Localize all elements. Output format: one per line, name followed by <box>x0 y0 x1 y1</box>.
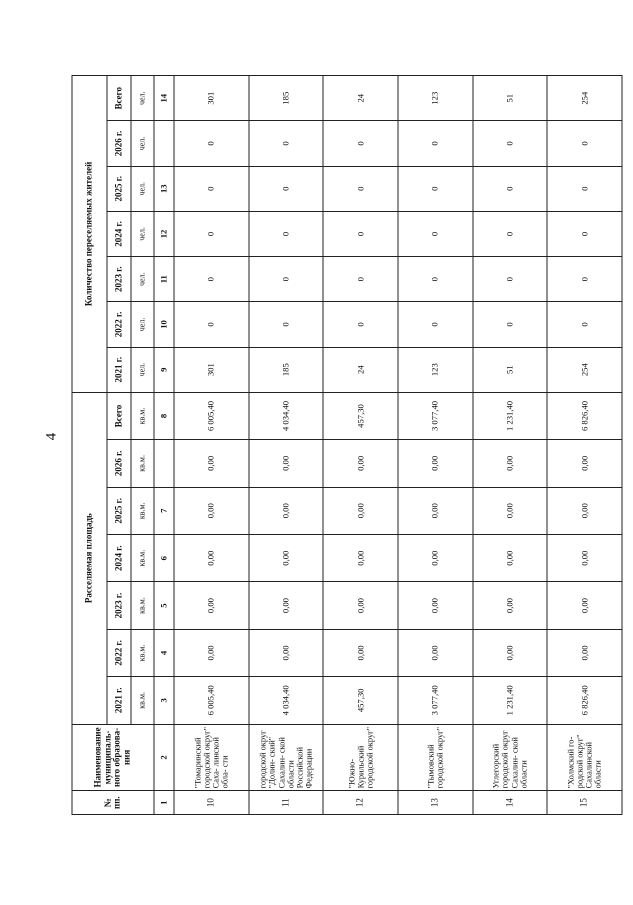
area-year-header: Всего <box>107 392 132 439</box>
area-value: 0,00 <box>249 582 324 629</box>
area-value: 0,00 <box>398 487 473 534</box>
area-value: 0,00 <box>174 487 249 534</box>
table-row <box>249 76 324 815</box>
area-value: 0,00 <box>398 534 473 581</box>
people-value: 185 <box>249 76 324 121</box>
people-value: 24 <box>323 76 398 121</box>
people-value: 185 <box>249 347 324 392</box>
area-value: 0,00 <box>249 487 324 534</box>
row-number: 11 <box>249 791 324 815</box>
area-value: 0,00 <box>323 440 398 487</box>
row-number: 14 <box>473 791 548 815</box>
column-number: 11 <box>154 257 174 302</box>
municipality-name: городской округ "Долин- ский" Сахалин- ской области Российской Федерации <box>249 724 324 791</box>
area-value: 0,00 <box>473 629 548 676</box>
people-value: 51 <box>473 347 548 392</box>
people-value: 0 <box>473 257 548 302</box>
people-value: 0 <box>547 302 622 347</box>
people-value: 0 <box>174 211 249 256</box>
area-value: 457,30 <box>323 392 398 439</box>
column-number: 1 <box>154 791 174 815</box>
area-value: 0,00 <box>547 534 622 581</box>
people-value: 0 <box>547 257 622 302</box>
column-number: 6 <box>154 534 174 581</box>
area-value: 0,00 <box>323 487 398 534</box>
people-year-header: 2025 г. <box>107 166 132 211</box>
people-value: 24 <box>323 347 398 392</box>
people-value: 254 <box>547 76 622 121</box>
people-value: 254 <box>547 347 622 392</box>
column-number: 12 <box>154 211 174 256</box>
table-row <box>174 76 249 815</box>
people-value: 0 <box>398 166 473 211</box>
people-unit-header: чел. <box>131 257 153 302</box>
people-value: 0 <box>547 121 622 166</box>
area-value: 0,00 <box>473 582 548 629</box>
area-value: 0,00 <box>547 582 622 629</box>
header-num: № пп. <box>72 791 154 815</box>
people-year-header: 2021 г. <box>107 347 132 392</box>
area-value: 0,00 <box>473 440 548 487</box>
people-unit-header: чел. <box>131 76 153 121</box>
people-value: 0 <box>323 257 398 302</box>
area-year-header: 2022 г. <box>107 629 132 676</box>
column-number <box>154 440 174 487</box>
people-year-header: 2022 г. <box>107 302 132 347</box>
area-value: 0,00 <box>249 629 324 676</box>
area-value: 6 005,40 <box>174 392 249 439</box>
people-value: 0 <box>473 121 548 166</box>
people-unit-header: чел. <box>131 347 153 392</box>
row-number: 10 <box>174 791 249 815</box>
people-unit-header: чел. <box>131 166 153 211</box>
municipality-name: "Южно- Курильский городской округ" <box>323 724 398 791</box>
area-value: 6 826,40 <box>547 677 622 724</box>
municipality-name: Углегорский городской округ Сахалин- ской области <box>473 724 548 791</box>
column-number: 3 <box>154 677 174 724</box>
people-value: 0 <box>398 302 473 347</box>
people-year-header: 2024 г. <box>107 211 132 256</box>
column-number: 13 <box>154 166 174 211</box>
municipality-name: "Холмский го- родской округ" Сахалинской области <box>547 724 622 791</box>
column-number: 14 <box>154 76 174 121</box>
header-area-group: Расселяемая площадь <box>72 392 107 724</box>
people-value: 0 <box>323 166 398 211</box>
area-unit-header: кв.м. <box>131 629 153 676</box>
header-people-group: Количество переселяемых жителей <box>72 76 107 393</box>
row-number: 12 <box>323 791 398 815</box>
people-value: 0 <box>249 211 324 256</box>
area-value: 0,00 <box>174 440 249 487</box>
people-value: 0 <box>547 211 622 256</box>
area-value: 0,00 <box>398 582 473 629</box>
area-value: 0,00 <box>249 534 324 581</box>
people-value: 0 <box>323 121 398 166</box>
area-value: 0,00 <box>547 440 622 487</box>
area-value: 3 077,40 <box>398 677 473 724</box>
row-number: 13 <box>398 791 473 815</box>
area-value: 1 231,40 <box>473 392 548 439</box>
column-number <box>154 121 174 166</box>
column-number: 7 <box>154 487 174 534</box>
column-number: 10 <box>154 302 174 347</box>
resettlement-table-container <box>72 75 623 815</box>
people-value: 0 <box>398 257 473 302</box>
area-year-header: 2021 г. <box>107 677 132 724</box>
area-unit-header: кв.м. <box>131 677 153 724</box>
column-number: 9 <box>154 347 174 392</box>
people-value: 0 <box>323 211 398 256</box>
people-value: 0 <box>323 302 398 347</box>
people-year-header: 2023 г. <box>107 257 132 302</box>
area-unit-header: кв.м. <box>131 487 153 534</box>
area-value: 0,00 <box>398 440 473 487</box>
people-value: 0 <box>473 302 548 347</box>
area-value: 6 005,40 <box>174 677 249 724</box>
people-value: 0 <box>174 257 249 302</box>
page-number: 4 <box>43 432 60 441</box>
people-unit-header: чел. <box>131 302 153 347</box>
people-value: 0 <box>473 211 548 256</box>
people-value: 0 <box>249 121 324 166</box>
column-number: 4 <box>154 629 174 676</box>
area-value: 0,00 <box>473 534 548 581</box>
area-value: 0,00 <box>547 629 622 676</box>
people-value: 0 <box>174 302 249 347</box>
people-value: 0 <box>249 257 324 302</box>
people-value: 0 <box>174 166 249 211</box>
area-year-header: 2023 г. <box>107 582 132 629</box>
people-unit-header: чел. <box>131 121 153 166</box>
people-value: 0 <box>473 166 548 211</box>
area-value: 0,00 <box>323 629 398 676</box>
area-value: 6 826,40 <box>547 392 622 439</box>
area-value: 0,00 <box>398 629 473 676</box>
area-year-header: 2025 г. <box>107 487 132 534</box>
table-row <box>473 76 548 815</box>
area-value: 3 077,40 <box>398 392 473 439</box>
people-value: 301 <box>174 76 249 121</box>
area-value: 0,00 <box>174 534 249 581</box>
area-unit-header: кв.м. <box>131 392 153 439</box>
people-value: 0 <box>249 302 324 347</box>
area-value: 0,00 <box>547 487 622 534</box>
area-value: 4 034,40 <box>249 677 324 724</box>
people-value: 0 <box>398 211 473 256</box>
area-year-header: 2024 г. <box>107 534 132 581</box>
area-value: 457,30 <box>323 677 398 724</box>
people-value: 123 <box>398 347 473 392</box>
people-value: 51 <box>473 76 548 121</box>
table-row <box>323 76 398 815</box>
area-value: 0,00 <box>323 582 398 629</box>
area-value: 0,00 <box>174 629 249 676</box>
header-name: Наименование муниципаль- ного образова- ния <box>72 724 154 791</box>
table-row <box>547 76 622 815</box>
people-value: 0 <box>398 121 473 166</box>
people-value: 301 <box>174 347 249 392</box>
area-unit-header: кв.м. <box>131 582 153 629</box>
people-value: 123 <box>398 76 473 121</box>
people-value: 0 <box>547 166 622 211</box>
column-number: 5 <box>154 582 174 629</box>
area-year-header: 2026 г. <box>107 440 132 487</box>
people-year-header: 2026 г. <box>107 121 132 166</box>
area-value: 0,00 <box>249 440 324 487</box>
area-value: 0,00 <box>323 534 398 581</box>
people-year-header: Всего <box>107 76 132 121</box>
area-unit-header: кв.м. <box>131 440 153 487</box>
people-value: 0 <box>249 166 324 211</box>
column-number: 8 <box>154 392 174 439</box>
area-value: 0,00 <box>174 582 249 629</box>
row-number: 15 <box>547 791 622 815</box>
area-value: 0,00 <box>473 487 548 534</box>
resettlement-table <box>72 75 623 815</box>
people-unit-header: чел. <box>131 211 153 256</box>
people-value: 0 <box>174 121 249 166</box>
table-row <box>398 76 473 815</box>
municipality-name: "Тымовский городской округ" <box>398 724 473 791</box>
column-number: 2 <box>154 724 174 791</box>
area-value: 4 034,40 <box>249 392 324 439</box>
area-value: 1 231,40 <box>473 677 548 724</box>
municipality-name: "Томаринский городской округ" Саха- линской обла- сти <box>174 724 249 791</box>
area-unit-header: кв.м. <box>131 534 153 581</box>
